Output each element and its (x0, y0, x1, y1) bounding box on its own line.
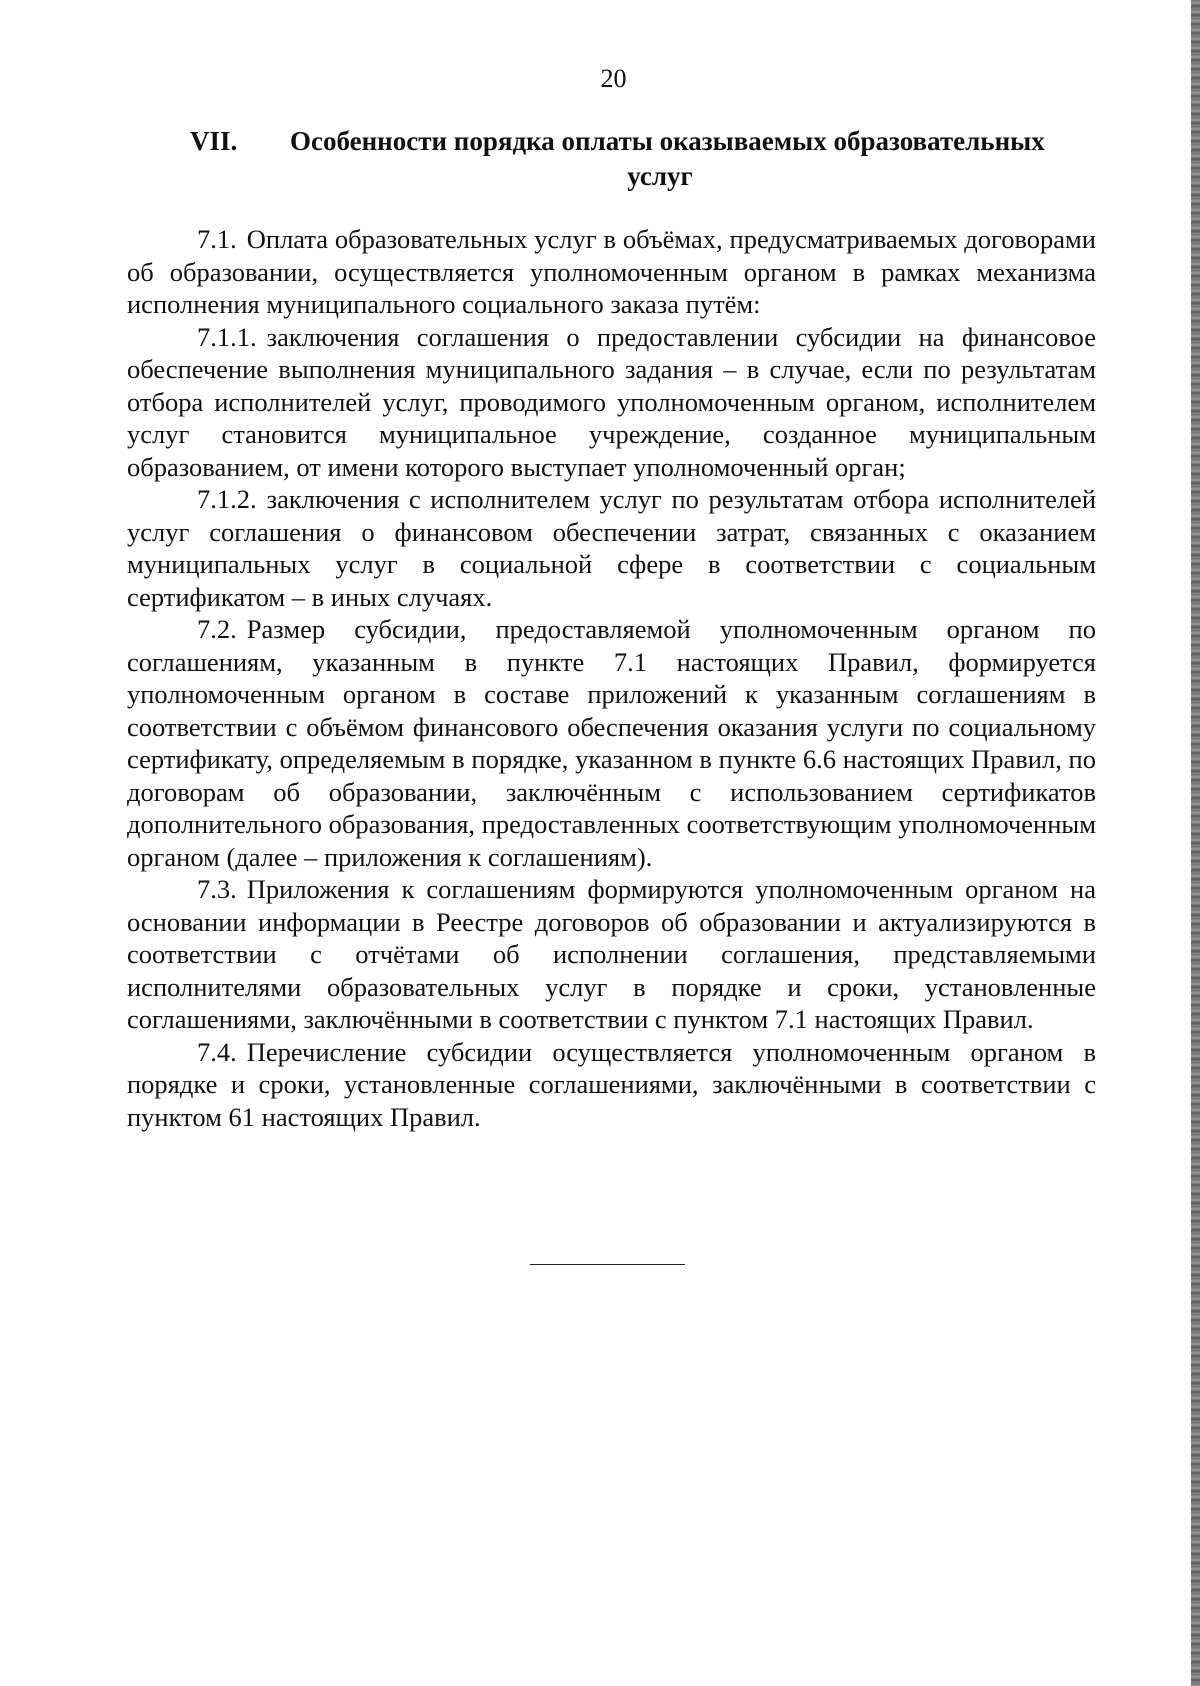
document-body (127, 223, 1096, 1133)
paragraph-7-3 (127, 873, 1096, 1036)
section-heading-line (190, 124, 1080, 159)
section-heading (190, 124, 1080, 194)
end-of-text-rule (530, 1264, 685, 1265)
section-title-line-1: Особенности порядка оплаты оказываемых образовательных (290, 126, 1045, 156)
paragraph-number: 7.2. (197, 614, 237, 644)
page-number: 20 (600, 64, 627, 93)
paragraph-number: 7.3. (197, 874, 237, 904)
section-number: VII. (190, 126, 238, 156)
section-title-line-2: услуг (627, 161, 693, 191)
paragraph-text: заключения с исполнителем услуг по результатам отбора исполнителей услуг соглашения о финансовом обеспечении затрат, связанных с оказанием муниципальных услуг в социальной сфере в соответствии с социальным сертификатом – в иных случаях. (127, 484, 1096, 612)
paragraph-text: Оплата образовательных услуг в объёмах, предусматриваемых договорами об образовании, осуществляется уполномоченным органом в рамках механизма исполнения муниципального социального заказа путём: (127, 224, 1096, 319)
paragraph-text: Перечисление субсидии осуществляется уполномоченным органом в порядке и сроки, установленные соглашениями, заключёнными в соответствии с пунктом 61 настоящих Правил. (127, 1036, 1096, 1132)
paragraph-7-2 (127, 613, 1096, 873)
paragraph-text: Приложения к соглашениям формируются уполномоченным органом на основании информации в Реестре договоров об образовании и актуализируются в соответствии с отчётами об исполнении соглашения, представляемыми исполнителями образовательных услуг в порядке и сроки, установленные соглашениями, заключёнными в соответствии с пунктом 7.1 настоящих Правил. (127, 874, 1096, 1034)
paragraph-7-1-2 (127, 483, 1096, 613)
paragraph-7-4 (127, 1036, 1096, 1134)
paragraph-text: заключения соглашения о предоставлении субсидии на финансовое обеспечение выполнения муниципального задания – в случае, если по результатам отбора исполнителей услуг, проводимого уполномоченным органом, исполнителем услуг становится муниципальное учреждение, созданное муниципальным образованием, от имени которого выступает уполномоченный орган; (127, 321, 1096, 482)
paragraph-text: Размер субсидии, предоставляемой уполномоченным органом по соглашениям, указанным в пункте 7.1 настоящих Правил, формируется уполномоченным органом в составе приложений к указанным соглашениям в соответствии с объёмом финансового обеспечения оказания услуги по социальному сертификату, определяемым в порядке, указанном в пункте 6.6 настоящих Правил, по договорам об образовании, заключённым с использованием сертификатов дополнительного образования, предоставленных соответствующим уполномоченным органом (далее – приложения к соглашениям). (127, 614, 1096, 872)
scan-edge-shadow (1191, 0, 1200, 1686)
paragraph-7-1 (127, 223, 1096, 321)
paragraph-7-1-1 (127, 321, 1096, 484)
paragraph-number: 7.1. (197, 224, 237, 254)
paragraph-number: 7.1.2. (197, 484, 257, 514)
paragraph-number: 7.1.1. (197, 321, 257, 352)
paragraph-number: 7.4. (197, 1036, 237, 1067)
